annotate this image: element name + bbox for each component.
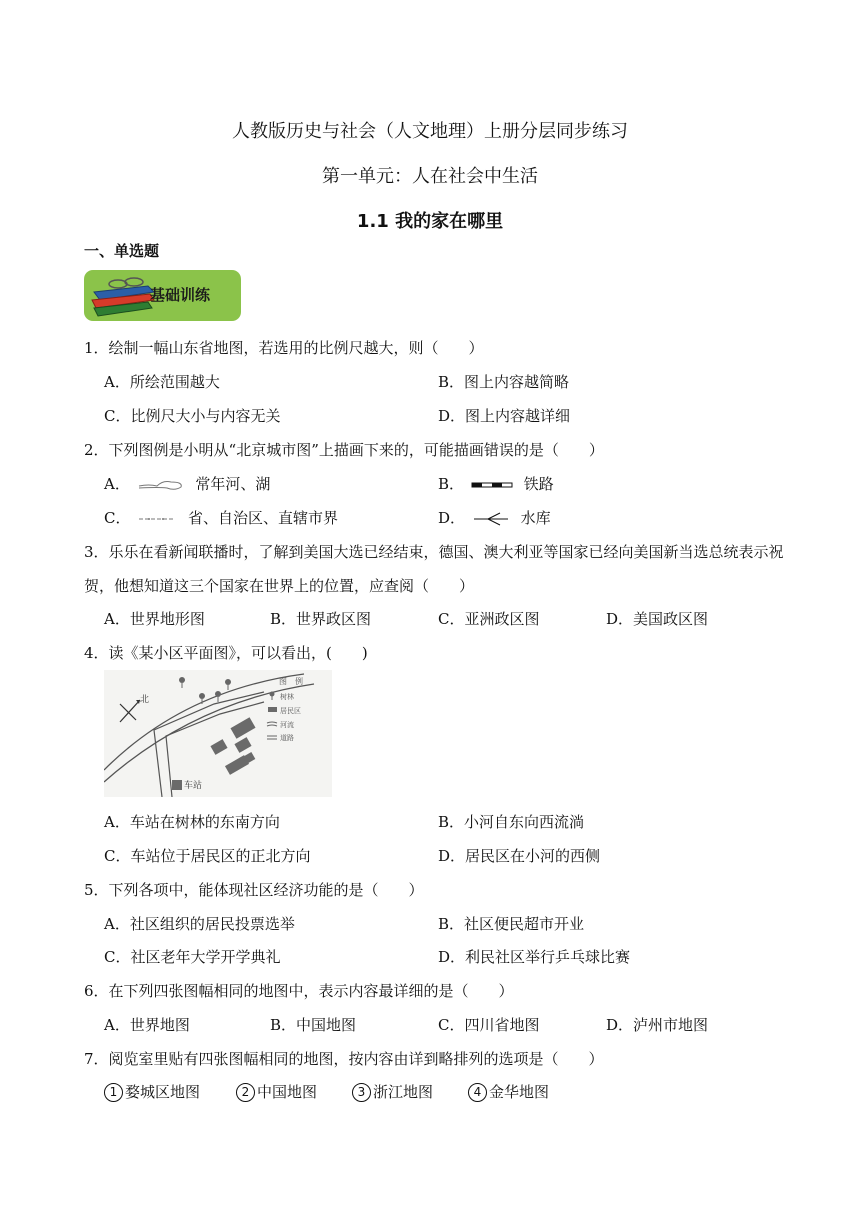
question-1-option-b: B．图上内容越简略 <box>438 373 570 391</box>
question-4-option-d: D．居民区在小河的西侧 <box>438 847 601 865</box>
question-7-item-3 <box>352 1082 433 1102</box>
question-7-item-1 <box>104 1082 200 1102</box>
item-number: 1 <box>104 1083 123 1102</box>
section-heading: 一、单选题 <box>84 242 160 260</box>
question-4-option-c: C．车站位于居民区的正北方向 <box>104 847 311 865</box>
legend-item-residential: 居民区 <box>280 707 301 715</box>
railway-symbol-icon <box>471 480 513 490</box>
boundary-symbol-icon <box>137 514 177 524</box>
item-number: 2 <box>236 1083 255 1102</box>
option-letter: C． <box>104 509 131 527</box>
question-5-option-d: D．利民社区举行乒乓球比赛 <box>438 948 631 966</box>
basic-training-badge <box>84 270 241 321</box>
books-icon <box>88 270 158 321</box>
question-5-option-a: A．社区组织的居民投票选举 <box>104 915 295 933</box>
legend-item-river: 河流 <box>280 721 294 729</box>
question-1-option-c: C．比例尺大小与内容无关 <box>104 407 281 425</box>
item-text: 中国地图 <box>257 1083 318 1101</box>
document-title: 人教版历史与社会（人文地理）上册分层同步练习 <box>232 121 628 142</box>
question-6-option-d: D．泸州市地图 <box>606 1016 709 1034</box>
question-5-option-b: B．社区便民超市开业 <box>438 915 585 933</box>
question-3-option-d: D．美国政区图 <box>606 610 709 628</box>
question-6-option-a: A．世界地图 <box>104 1016 190 1034</box>
item-text: 婺城区地图 <box>125 1083 201 1101</box>
option-text: 省、自治区、直辖市界 <box>188 509 339 527</box>
badge-label: 基础训练 <box>150 286 211 304</box>
question-6-option-c: C．四川省地图 <box>438 1016 540 1034</box>
option-letter: D． <box>438 509 466 527</box>
question-2-option-b <box>438 474 554 494</box>
question-3-option-b: B．世界政区图 <box>270 610 372 628</box>
question-4-stem: 4．读《某小区平面图》，可以看出，( ) <box>84 644 368 662</box>
lesson-title: 1.1 我的家在哪里 <box>356 211 504 232</box>
question-7-stem: 7．阅览室里贴有四张图幅相同的地图，按内容由详到略排列的选项是（ ） <box>84 1050 604 1068</box>
item-number: 4 <box>468 1083 487 1102</box>
community-plan-map <box>104 670 332 797</box>
question-5-stem: 5．下列各项中，能体现社区经济功能的是（ ） <box>84 881 424 899</box>
item-number: 3 <box>352 1083 371 1102</box>
question-4-option-b: B．小河自东向西流淌 <box>438 813 585 831</box>
question-7-item-4 <box>468 1082 549 1102</box>
question-1-option-a: A．所绘范围越大 <box>104 373 220 391</box>
option-letter: B． <box>438 475 465 493</box>
unit-title: 第一单元：人在社会中生活 <box>322 166 538 187</box>
question-2-option-d <box>438 508 551 528</box>
question-6-option-b: B．中国地图 <box>270 1016 357 1034</box>
north-label: 北 <box>140 695 150 705</box>
question-2-stem: 2．下列图例是小明从“北京城市图”上描画下来的，可能描画错误的是（ ） <box>84 441 604 459</box>
question-3-option-c: C．亚洲政区图 <box>438 610 540 628</box>
river-lake-symbol-icon <box>137 478 185 492</box>
item-text: 浙江地图 <box>373 1083 434 1101</box>
legend-item-road: 道路 <box>280 734 294 742</box>
question-6-stem: 6．在下列四张图幅相同的地图中，表示内容最详细的是（ ） <box>84 982 514 1000</box>
item-text: 金华地图 <box>489 1083 550 1101</box>
option-text: 铁路 <box>523 475 554 493</box>
option-letter: A． <box>104 475 130 493</box>
legend-title: 图 例 <box>279 677 303 686</box>
question-1-stem: 1．绘制一幅山东省地图，若选用的比例尺越大，则（ ） <box>84 339 484 357</box>
question-7-item-2 <box>236 1082 317 1102</box>
question-2-option-c <box>104 508 338 528</box>
question-3-stem: 3．乐乐在看新闻联播时，了解到美国大选已经结束，德国、澳大利亚等国家已经向美国新当选总统表示祝贺，他想知道这三个国家在世界上的位置，应查阅（ ） <box>84 543 784 595</box>
question-5-option-c: C．社区老年大学开学典礼 <box>104 948 281 966</box>
question-4-option-a: A．车站在树林的东南方向 <box>104 813 280 831</box>
question-2-option-a <box>104 474 270 494</box>
question-3-option-a: A．世界地形图 <box>104 610 205 628</box>
station-label: 车站 <box>184 781 203 791</box>
question-1-option-d: D．图上内容越详细 <box>438 407 571 425</box>
option-text: 常年河、湖 <box>195 475 271 493</box>
option-text: 水库 <box>520 509 551 527</box>
reservoir-symbol-icon <box>472 511 510 527</box>
legend-item-forest: 树林 <box>280 693 294 701</box>
